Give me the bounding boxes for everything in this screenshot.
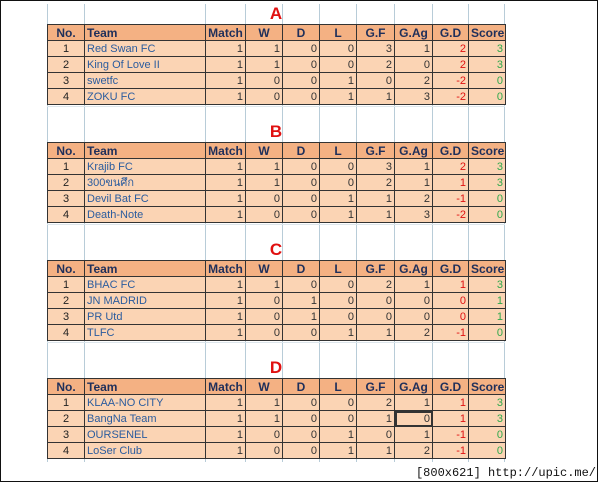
header-team[interactable]: Team xyxy=(85,261,206,277)
header-ga[interactable]: G.Ag xyxy=(395,143,433,159)
table-row xyxy=(48,89,506,105)
cell-d[interactable]: 0 xyxy=(283,411,320,427)
header-l[interactable]: L xyxy=(320,261,357,277)
cell-gf[interactable]: 2 xyxy=(357,57,395,73)
cell-score[interactable]: 3 xyxy=(469,41,506,57)
cell-no[interactable]: 4 xyxy=(48,207,85,223)
header-row xyxy=(48,379,506,395)
spreadsheet-area xyxy=(47,4,505,462)
header-no[interactable]: No. xyxy=(48,261,85,277)
header-l[interactable]: L xyxy=(320,143,357,159)
cell-l[interactable]: 1 xyxy=(320,427,357,443)
cell-match[interactable]: 1 xyxy=(206,277,246,293)
header-w[interactable]: W xyxy=(246,261,283,277)
header-gd[interactable]: G.D xyxy=(433,379,469,395)
cell-no[interactable]: 2 xyxy=(48,293,85,309)
group-title: A xyxy=(269,4,283,23)
table-row xyxy=(48,443,506,459)
group-b xyxy=(47,122,505,223)
cell-no[interactable]: 4 xyxy=(48,325,85,341)
cell-score[interactable]: 3 xyxy=(469,277,506,293)
header-score[interactable]: Score xyxy=(469,143,506,159)
cell-gd[interactable]: -2 xyxy=(433,207,469,223)
header-score[interactable]: Score xyxy=(469,25,506,41)
cell-ga[interactable]: 3 xyxy=(395,89,433,105)
cell-gd[interactable]: 2 xyxy=(433,57,469,73)
cell-l[interactable]: 0 xyxy=(320,175,357,191)
cell-gd[interactable]: -1 xyxy=(433,443,469,459)
cell-d[interactable]: 0 xyxy=(283,207,320,223)
cell-ga-selected[interactable]: 0 xyxy=(395,411,433,427)
header-score[interactable]: Score xyxy=(469,261,506,277)
cell-w[interactable]: 1 xyxy=(246,159,283,175)
header-gd[interactable]: G.D xyxy=(433,25,469,41)
table-row xyxy=(48,277,506,293)
cell-w[interactable]: 0 xyxy=(246,207,283,223)
cell-gd[interactable]: -1 xyxy=(433,427,469,443)
cell-gf[interactable]: 1 xyxy=(357,411,395,427)
cell-w[interactable]: 1 xyxy=(246,57,283,73)
group-d xyxy=(47,358,505,459)
watermark: [800x621] http://upic.me/ xyxy=(415,466,596,480)
cell-score[interactable]: 3 xyxy=(469,411,506,427)
cell-no[interactable]: 1 xyxy=(48,277,85,293)
header-w[interactable]: W xyxy=(246,143,283,159)
cell-w[interactable]: 0 xyxy=(246,325,283,341)
cell-match[interactable]: 1 xyxy=(206,395,246,411)
cell-no[interactable]: 2 xyxy=(48,175,85,191)
cell-l[interactable]: 0 xyxy=(320,277,357,293)
header-row xyxy=(48,143,506,159)
cell-no[interactable]: 3 xyxy=(48,309,85,325)
cell-gf[interactable]: 1 xyxy=(357,191,395,207)
cell-no[interactable]: 1 xyxy=(48,41,85,57)
cell-match[interactable]: 1 xyxy=(206,207,246,223)
cell-no[interactable]: 1 xyxy=(48,395,85,411)
cell-gf[interactable]: 1 xyxy=(357,443,395,459)
cell-d[interactable]: 0 xyxy=(283,395,320,411)
table-row xyxy=(48,325,506,341)
cell-match[interactable]: 1 xyxy=(206,57,246,73)
cell-gf[interactable]: 0 xyxy=(357,73,395,89)
group-title: C xyxy=(269,240,283,259)
cell-gd[interactable]: 1 xyxy=(433,395,469,411)
cell-l[interactable]: 1 xyxy=(320,73,357,89)
table-row xyxy=(48,57,506,73)
cell-ga[interactable]: 2 xyxy=(395,325,433,341)
cell-match[interactable]: 1 xyxy=(206,73,246,89)
cell-d[interactable]: 1 xyxy=(283,293,320,309)
header-ga[interactable]: G.Ag xyxy=(395,25,433,41)
cell-match[interactable]: 1 xyxy=(206,411,246,427)
header-gd[interactable]: G.D xyxy=(433,261,469,277)
header-row xyxy=(48,25,506,41)
table-row xyxy=(48,175,506,191)
cell-gd[interactable]: -2 xyxy=(433,89,469,105)
cell-score[interactable]: 0 xyxy=(469,443,506,459)
cell-team[interactable]: LoSer Club xyxy=(85,443,206,459)
cell-l[interactable]: 1 xyxy=(320,89,357,105)
cell-d[interactable]: 0 xyxy=(283,175,320,191)
cell-score[interactable]: 1 xyxy=(469,293,506,309)
cell-w[interactable]: 0 xyxy=(246,443,283,459)
header-team[interactable]: Team xyxy=(85,379,206,395)
cell-team[interactable]: Krajib FC xyxy=(85,159,206,175)
cell-d[interactable]: 0 xyxy=(283,89,320,105)
cell-no[interactable]: 2 xyxy=(48,57,85,73)
cell-l[interactable]: 0 xyxy=(320,309,357,325)
cell-team[interactable]: Devil Bat FC xyxy=(85,191,206,207)
cell-d[interactable]: 0 xyxy=(283,427,320,443)
cell-gd[interactable]: 1 xyxy=(433,175,469,191)
cell-score[interactable]: 3 xyxy=(469,57,506,73)
group-title: B xyxy=(269,122,283,141)
cell-match[interactable]: 1 xyxy=(206,427,246,443)
cell-l[interactable]: 1 xyxy=(320,325,357,341)
cell-w[interactable]: 1 xyxy=(246,277,283,293)
cell-d[interactable]: 0 xyxy=(283,443,320,459)
cell-score[interactable]: 3 xyxy=(469,159,506,175)
cell-match[interactable]: 1 xyxy=(206,309,246,325)
cell-team[interactable]: 300ขนศึก xyxy=(85,175,206,191)
cell-no[interactable]: 3 xyxy=(48,427,85,443)
cell-match[interactable]: 1 xyxy=(206,443,246,459)
table-row xyxy=(48,411,506,427)
header-match[interactable]: Match xyxy=(206,25,246,41)
cell-team[interactable]: PR Utd xyxy=(85,309,206,325)
table-row xyxy=(48,159,506,175)
cell-match[interactable]: 1 xyxy=(206,325,246,341)
header-row xyxy=(48,261,506,277)
cell-ga[interactable]: 1 xyxy=(395,41,433,57)
cell-l[interactable]: 1 xyxy=(320,191,357,207)
header-match[interactable]: Match xyxy=(206,379,246,395)
standings-table xyxy=(47,260,506,341)
cell-score[interactable]: 0 xyxy=(469,325,506,341)
cell-score[interactable]: 0 xyxy=(469,207,506,223)
cell-match[interactable]: 1 xyxy=(206,89,246,105)
table-row xyxy=(48,427,506,443)
cell-ga[interactable]: 1 xyxy=(395,395,433,411)
cell-score[interactable]: 3 xyxy=(469,175,506,191)
cell-l[interactable]: 0 xyxy=(320,411,357,427)
header-ga[interactable]: G.Ag xyxy=(395,261,433,277)
standings-table xyxy=(47,378,506,459)
cell-ga[interactable]: 1 xyxy=(395,277,433,293)
cell-gd[interactable]: 0 xyxy=(433,309,469,325)
cell-d[interactable]: 0 xyxy=(283,57,320,73)
cell-no[interactable]: 3 xyxy=(48,191,85,207)
cell-d[interactable]: 0 xyxy=(283,159,320,175)
cell-d[interactable]: 0 xyxy=(283,277,320,293)
header-score[interactable]: Score xyxy=(469,379,506,395)
standings-table xyxy=(47,24,506,105)
cell-team[interactable]: OURSENEL xyxy=(85,427,206,443)
cell-gf[interactable]: 0 xyxy=(357,427,395,443)
header-l[interactable]: L xyxy=(320,25,357,41)
header-d[interactable]: D xyxy=(283,25,320,41)
cell-score[interactable]: 0 xyxy=(469,73,506,89)
cell-l[interactable]: 1 xyxy=(320,207,357,223)
cell-no[interactable]: 1 xyxy=(48,159,85,175)
cell-ga[interactable]: 1 xyxy=(395,427,433,443)
group-title: D xyxy=(269,358,283,377)
cell-d[interactable]: 0 xyxy=(283,325,320,341)
cell-d[interactable]: 0 xyxy=(283,191,320,207)
cell-team[interactable]: JN MADRID xyxy=(85,293,206,309)
header-ga[interactable]: G.Ag xyxy=(395,379,433,395)
header-gf[interactable]: G.F xyxy=(357,261,395,277)
cell-gf[interactable]: 1 xyxy=(357,207,395,223)
cell-match[interactable]: 1 xyxy=(206,191,246,207)
table-row xyxy=(48,309,506,325)
group-a xyxy=(47,4,505,105)
header-team[interactable]: Team xyxy=(85,25,206,41)
cell-gf[interactable]: 3 xyxy=(357,41,395,57)
cell-gd[interactable]: 2 xyxy=(433,41,469,57)
cell-gf[interactable]: 0 xyxy=(357,309,395,325)
cell-match[interactable]: 1 xyxy=(206,293,246,309)
header-d[interactable]: D xyxy=(283,379,320,395)
header-no[interactable]: No. xyxy=(48,379,85,395)
cell-ga[interactable]: 3 xyxy=(395,207,433,223)
cell-team[interactable]: BHAC FC xyxy=(85,277,206,293)
cell-l[interactable]: 0 xyxy=(320,395,357,411)
table-row xyxy=(48,73,506,89)
cell-w[interactable]: 0 xyxy=(246,427,283,443)
header-d[interactable]: D xyxy=(283,261,320,277)
cell-no[interactable]: 4 xyxy=(48,443,85,459)
cell-match[interactable]: 1 xyxy=(206,41,246,57)
cell-team[interactable]: Red Swan FC xyxy=(85,41,206,57)
cell-no[interactable]: 2 xyxy=(48,411,85,427)
header-match[interactable]: Match xyxy=(206,261,246,277)
cell-gf[interactable]: 1 xyxy=(357,325,395,341)
cell-gf[interactable]: 3 xyxy=(357,159,395,175)
cell-w[interactable]: 1 xyxy=(246,395,283,411)
cell-score[interactable]: 0 xyxy=(469,89,506,105)
cell-score[interactable]: 0 xyxy=(469,427,506,443)
cell-ga[interactable]: 0 xyxy=(395,293,433,309)
cell-l[interactable]: 0 xyxy=(320,159,357,175)
table-row xyxy=(48,41,506,57)
cell-d[interactable]: 0 xyxy=(283,73,320,89)
cell-w[interactable]: 0 xyxy=(246,293,283,309)
cell-ga[interactable]: 1 xyxy=(395,175,433,191)
header-w[interactable]: W xyxy=(246,25,283,41)
cell-d[interactable]: 1 xyxy=(283,309,320,325)
cell-gf[interactable]: 2 xyxy=(357,395,395,411)
header-gd[interactable]: G.D xyxy=(433,143,469,159)
cell-l[interactable]: 0 xyxy=(320,57,357,73)
cell-match[interactable]: 1 xyxy=(206,159,246,175)
header-match[interactable]: Match xyxy=(206,143,246,159)
cell-team[interactable]: TLFC xyxy=(85,325,206,341)
cell-team[interactable]: KLAA-NO CITY xyxy=(85,395,206,411)
cell-w[interactable]: 1 xyxy=(246,175,283,191)
cell-team[interactable]: King Of Love II xyxy=(85,57,206,73)
group-c xyxy=(47,240,505,341)
cell-gd[interactable]: -1 xyxy=(433,191,469,207)
cell-l[interactable]: 0 xyxy=(320,41,357,57)
cell-ga[interactable]: 1 xyxy=(395,159,433,175)
cell-gf[interactable]: 2 xyxy=(357,277,395,293)
cell-gd[interactable]: 1 xyxy=(433,277,469,293)
cell-score[interactable]: 1 xyxy=(469,309,506,325)
cell-w[interactable]: 1 xyxy=(246,411,283,427)
cell-ga[interactable]: 0 xyxy=(395,309,433,325)
cell-w[interactable]: 0 xyxy=(246,309,283,325)
header-gf[interactable]: G.F xyxy=(357,143,395,159)
cell-w[interactable]: 0 xyxy=(246,89,283,105)
header-d[interactable]: D xyxy=(283,143,320,159)
cell-gd[interactable]: 1 xyxy=(433,411,469,427)
header-no[interactable]: No. xyxy=(48,143,85,159)
table-row xyxy=(48,293,506,309)
cell-team[interactable]: swetfc xyxy=(85,73,206,89)
header-w[interactable]: W xyxy=(246,379,283,395)
cell-gf[interactable]: 0 xyxy=(357,293,395,309)
cell-gd[interactable]: 2 xyxy=(433,159,469,175)
cell-gd[interactable]: -2 xyxy=(433,73,469,89)
cell-gf[interactable]: 1 xyxy=(357,89,395,105)
cell-score[interactable]: 0 xyxy=(469,191,506,207)
header-gf[interactable]: G.F xyxy=(357,379,395,395)
cell-w[interactable]: 0 xyxy=(246,73,283,89)
cell-ga[interactable]: 2 xyxy=(395,73,433,89)
cell-gd[interactable]: -1 xyxy=(433,325,469,341)
header-team[interactable]: Team xyxy=(85,143,206,159)
cell-d[interactable]: 0 xyxy=(283,41,320,57)
cell-no[interactable]: 4 xyxy=(48,89,85,105)
cell-ga[interactable]: 2 xyxy=(395,191,433,207)
cell-w[interactable]: 0 xyxy=(246,191,283,207)
table-row xyxy=(48,191,506,207)
cell-gf[interactable]: 2 xyxy=(357,175,395,191)
cell-no[interactable]: 3 xyxy=(48,73,85,89)
header-gf[interactable]: G.F xyxy=(357,25,395,41)
cell-ga[interactable]: 0 xyxy=(395,57,433,73)
cell-ga[interactable]: 2 xyxy=(395,443,433,459)
cell-score[interactable]: 3 xyxy=(469,395,506,411)
header-l[interactable]: L xyxy=(320,379,357,395)
header-no[interactable]: No. xyxy=(48,25,85,41)
cell-l[interactable]: 0 xyxy=(320,293,357,309)
standings-table xyxy=(47,142,506,223)
cell-w[interactable]: 1 xyxy=(246,41,283,57)
cell-l[interactable]: 1 xyxy=(320,443,357,459)
cell-team[interactable]: ZOKU FC xyxy=(85,89,206,105)
cell-gd[interactable]: 0 xyxy=(433,293,469,309)
cell-match[interactable]: 1 xyxy=(206,175,246,191)
table-row xyxy=(48,395,506,411)
cell-team[interactable]: BangNa Team xyxy=(85,411,206,427)
table-row xyxy=(48,207,506,223)
cell-team[interactable]: Death-Note xyxy=(85,207,206,223)
